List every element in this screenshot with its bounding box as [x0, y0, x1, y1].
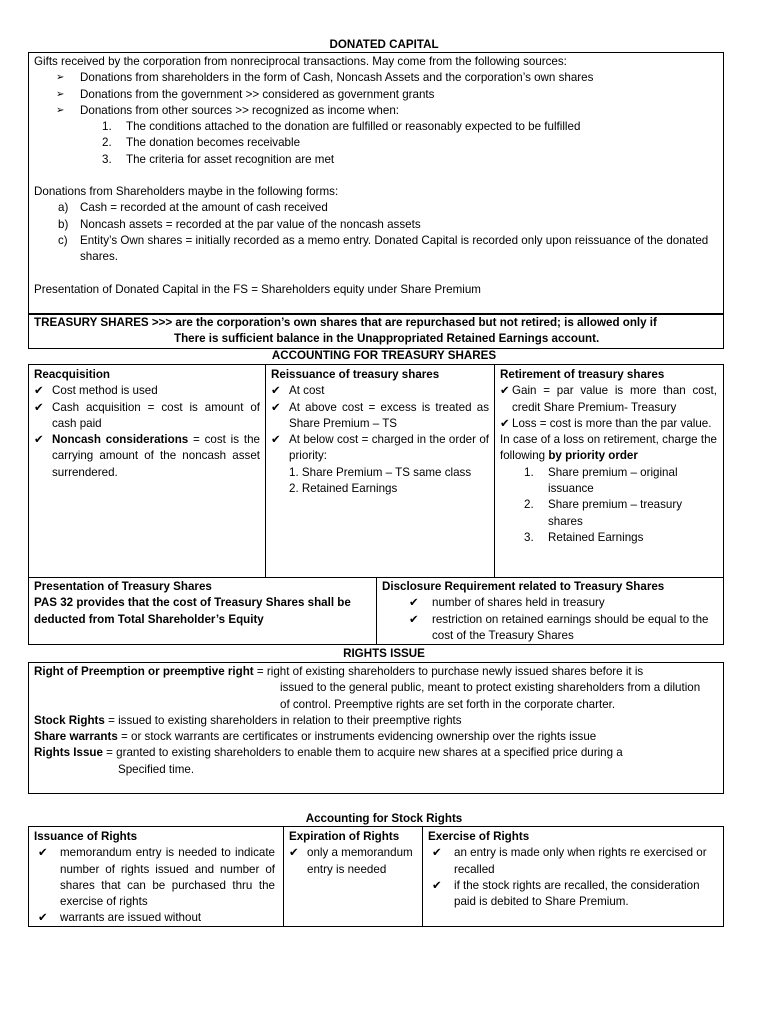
list-item: ✔ an entry is made only when rights re exercised or recalled	[432, 846, 707, 876]
list-item: ✔ number of shares held in treasury	[382, 595, 718, 611]
check-icon: ✔	[432, 878, 442, 892]
check-icon: ✔	[500, 416, 510, 430]
check-icon: ✔	[432, 846, 442, 860]
check-icon: ✔	[289, 846, 299, 860]
list-item: ➢ Donations from shareholders in the form of Cash, Noncash Assets and the corporation’s own shares	[34, 70, 718, 86]
list-item: ✔ memorandum entry is needed to indicate number of rights issued and number of shares that can be purchased thru the exercise of rights	[38, 846, 275, 909]
check-icon: ✔	[271, 384, 281, 398]
treasury-definition-box	[28, 314, 724, 349]
reissuance-priority-1: 1. Share Premium – TS same class	[289, 465, 472, 479]
retirement-loss-note: In case of a loss on retirement, charge the following by priority order	[500, 433, 717, 463]
donated-capital-title: DONATED CAPITAL	[329, 38, 439, 51]
list-item: 2. Share premium – treasury shares	[524, 498, 683, 528]
exercise-heading: Exercise of Rights	[428, 830, 530, 843]
donated-presentation: Presentation of Donated Capital in the FS = Shareholders equity under Share Premium	[34, 282, 481, 296]
reissuance-cell	[266, 365, 494, 577]
list-item: 1. The conditions attached to the donation are fulfilled or reasonably expected to be fulfilled	[102, 120, 581, 134]
treasury-definition: TREASURY SHARES >>> are the corporation’s own shares that are repurchased but not retired; is allowed only if	[34, 316, 657, 329]
presentation-cell	[29, 578, 376, 644]
rights-issue-box	[28, 662, 724, 794]
list-item: 2. The donation becomes receivable	[102, 136, 301, 150]
check-icon: ✔	[34, 433, 44, 447]
expiration-cell	[284, 827, 422, 926]
check-icon: ✔	[271, 400, 281, 414]
rights-issue-definition: Rights Issue = granted to existing shareholders to enable them to acquire new shares at a specified price during a	[34, 746, 623, 760]
donation-forms-intro: Donations from Shareholders maybe in the following forms:	[34, 185, 339, 199]
list-item: ✔ Gain = par value is more than cost, credit Share Premium- Treasury	[500, 384, 717, 414]
preemption-term: Right of Preemption or preemptive right	[34, 665, 254, 678]
arrow-icon: ➢	[56, 88, 65, 100]
list-item: a) Cash = recorded at the amount of cash received	[58, 201, 328, 215]
arrow-icon: ➢	[56, 104, 65, 116]
reacquisition-heading: Reacquisition	[34, 368, 111, 381]
check-icon: ✔	[409, 612, 419, 626]
list-item: ✔ warrants are issued without	[34, 910, 275, 926]
list-item: ✔ only a memorandum entry is needed	[289, 846, 413, 876]
share-warrants-definition: Share warrants = or stock warrants are certificates or instruments evidencing ownership over the rights issue	[34, 730, 597, 744]
presentation-text: PAS 32 provides that the cost of Treasury Shares shall be deducted from Total Shareholder’s Equity	[34, 596, 351, 626]
retirement-cell	[495, 365, 723, 577]
check-icon: ✔	[34, 384, 44, 398]
income-conditions-list	[34, 119, 718, 168]
preemption-definition: Right of Preemption or preemptive right = right of existing shareholders to purchase newly issued shares before it is	[34, 665, 644, 678]
donation-sources-list	[34, 70, 718, 119]
treasury-term: TREASURY SHARES >>>	[34, 316, 173, 329]
arrow-icon: ➢	[56, 72, 65, 84]
expiration-heading: Expiration of Rights	[289, 830, 400, 843]
check-icon: ✔	[38, 846, 48, 860]
retirement-heading: Retirement of treasury shares	[500, 368, 665, 381]
list-item: ✔ restriction on retained earnings should be equal to the cost of the Treasury Shares	[409, 612, 709, 642]
stock-rights-title: Accounting for Stock Rights	[305, 812, 463, 825]
treasury-table	[28, 364, 724, 645]
rights-issue-definition-cont: Specified time.	[118, 762, 195, 776]
list-item: ➢ Donations from other sources >> recognized as income when:	[34, 103, 718, 119]
check-icon: ✔	[38, 911, 48, 925]
disclosure-heading: Disclosure Requirement related to Treasury Shares	[382, 580, 665, 593]
list-item: ✔ At below cost = charged in the order of priority:	[271, 433, 489, 463]
list-item: ✔ Cost method is used	[34, 383, 260, 399]
list-item: ✔ At above cost = excess is treated as Share Premium – TS	[271, 400, 489, 430]
list-item: 3. Retained Earnings	[524, 530, 644, 544]
list-item: ➢ Donations from the government >> considered as government grants	[34, 87, 718, 103]
stock-rights-definition: Stock Rights = issued to existing shareholders in relation to their preemptive rights	[34, 713, 462, 727]
list-item: 1. Share premium – original issuance	[524, 465, 678, 496]
stock-rights-table	[28, 826, 724, 927]
issuance-heading: Issuance of Rights	[34, 830, 138, 843]
reissuance-priority-2: 2. Retained Earnings	[289, 482, 398, 496]
reissuance-heading: Reissuance of treasury shares	[271, 368, 440, 381]
list-item: ✔ Cash acquisition = cost is amount of cash paid	[34, 400, 260, 430]
accounting-treasury-title: ACCOUNTING FOR TREASURY SHARES	[271, 349, 497, 362]
presentation-heading: Presentation of Treasury Shares	[34, 580, 212, 593]
list-item: c) Entity’s Own shares = initially recorded as a memo entry. Donated Capital is recorded only upon reissuance of the donated shares.	[58, 233, 709, 264]
list-item: ✔ At cost	[271, 383, 489, 399]
donated-capital-box	[28, 52, 724, 314]
check-icon: ✔	[409, 596, 419, 610]
donated-intro: Gifts received by the corporation from nonreciprocal transactions. May come from the following sources:	[34, 55, 567, 68]
check-icon: ✔	[34, 400, 44, 414]
check-icon: ✔	[500, 384, 510, 398]
issuance-cell	[29, 827, 283, 926]
list-item: ✔ if the stock rights are recalled, the consideration paid is debited to Share Premium.	[432, 878, 700, 909]
preemption-definition-cont: issued to the general public, meant to protect existing shareholders from a dilution of control. Preemptive rights are set forth in the corporate charter.	[280, 681, 701, 711]
reacquisition-cell	[29, 365, 265, 577]
list-item: ✔ Loss = cost is more than the par value.	[500, 416, 717, 432]
disclosure-cell	[377, 578, 723, 644]
list-item: 3. The criteria for asset recognition are met	[102, 152, 335, 166]
check-icon: ✔	[271, 433, 281, 447]
exercise-cell	[423, 827, 723, 926]
rights-issue-title: RIGHTS ISSUE	[343, 647, 425, 660]
list-item: ✔ Noncash considerations = cost is the carrying amount of the noncash asset surrendered.	[34, 433, 260, 479]
treasury-definition-cont: There is sufficient balance in the Unappropriated Retained Earnings account.	[174, 332, 600, 346]
list-item: b) Noncash assets = recorded at the par value of the noncash assets	[58, 217, 421, 231]
donation-forms-list	[34, 200, 718, 265]
